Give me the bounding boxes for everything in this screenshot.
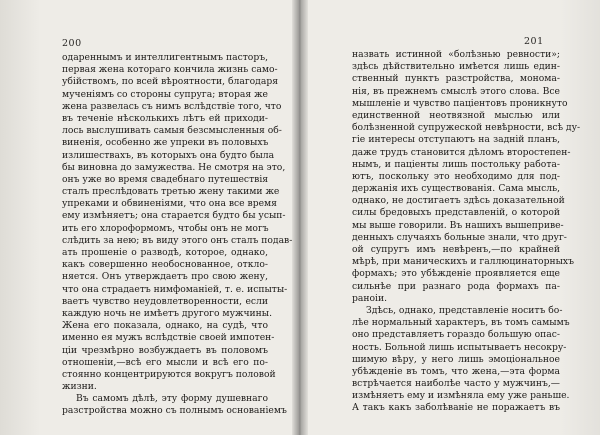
text-line: формахъ; это убѣжденіе проявляется еще [352, 268, 560, 280]
text-line: мѣрѣ, при маническихъ и галлюцинаторныхъ [352, 256, 574, 268]
text-line: мученіямъ со стороны супруга; вторая же [62, 88, 268, 100]
text-line: ой супругъ имъ невѣренъ,—по крайней [352, 244, 560, 255]
text-line: шимую вѣру, у него лишь эмоціональное [352, 353, 560, 365]
text-line: каждую ночь не имѣетъ другого мужчины. [62, 307, 272, 319]
text-line: гіе интересы отступаютъ на задній планъ, [352, 134, 560, 146]
text-line: назвать истинной «болѣзнью ревности»; [352, 49, 560, 60]
text-line: Здѣсь, однако, представленіе носитъ бо- [366, 304, 563, 316]
text-line: излишествахъ, въ которыхъ она будто была [62, 149, 275, 161]
text-line: встрѣчается наиболѣе часто у мужчинъ,— [352, 378, 560, 390]
text-line: стоянно концентрируются вокругъ половой [62, 368, 276, 380]
text-line: упреками и обвиненіями, что она все время [62, 198, 277, 210]
right-page-text [352, 49, 581, 415]
text-line: одареннымъ и интеллигентнымъ пасторъ, [62, 52, 268, 63]
text-line: Жена его показала, однако, на судѣ, что [62, 320, 268, 332]
text-line: жизни. [62, 381, 97, 393]
text-line: А такъ какъ заболѣваніе не поражаетъ въ [352, 402, 560, 414]
text-line: ему измѣняетъ; она старается будто бы усып- [62, 210, 286, 222]
text-line: ность. Больной лишь испытываетъ несокру- [352, 341, 567, 353]
text-line: лѣе нормальный характеръ, въ томъ самымъ [352, 317, 570, 329]
text-line: оно представляетъ гораздо большую опас- [352, 329, 560, 341]
text-line: слѣдить за нею; въ виду этого онъ сталъ подав- [62, 234, 293, 246]
text-line: мышленіе и чувство паціентовъ проникнуто [352, 97, 568, 109]
text-line: денныхъ случаяхъ больные знали, что друг- [352, 231, 567, 243]
text-line: ціи чрезмѣрно возбуждаетъ въ половомъ [62, 344, 268, 356]
text-line: ютъ, поскольку это необходимо для под- [352, 170, 560, 182]
text-line: отношеніи,—всѣ его мысли и всѣ его по- [62, 356, 268, 368]
text-line: ать прошеніе о разводѣ, которое, однако, [62, 247, 268, 258]
text-line: сталъ преслѣдовать третью жену такими же [62, 186, 280, 198]
text-line: здѣсь дѣйствительно имѣется лишь един- [352, 61, 560, 73]
text-line: сильнѣе при разнаго рода формахъ па- [352, 280, 560, 292]
text-line: держанія ихъ существованія. Сама мысль, [352, 183, 560, 195]
text-line: жена развелась съ нимъ вслѣдствіе того, что [62, 100, 282, 112]
page-number-left: 200 [62, 38, 82, 49]
text-line: что она страдаетъ нимфоманіей, т. е. испыты- [62, 283, 288, 295]
text-line: Въ самомъ дѣлѣ, эту форму душевнаго [76, 393, 268, 405]
text-line: лось выслушивать самыя безсмысленныя об- [62, 125, 282, 137]
text-line: однако, не достигаетъ здѣсь доказательной [352, 195, 565, 207]
text-line: въ теченіе нѣсколькихъ лѣтъ ей приходи- [62, 112, 268, 124]
text-line: убійствомъ, по всей вѣроятности, благодаря [62, 76, 278, 88]
page-number-right: 201 [524, 36, 544, 47]
text-line: единственной неотвязной мыслью или [352, 109, 560, 121]
text-line: ить его хлороформомъ, чтобы онъ не могъ [62, 222, 269, 234]
text-line: мы выше говорили. Въ нашихъ вышеприве- [352, 219, 564, 231]
text-line: силы бредовыхъ представленій, о которой [352, 207, 560, 219]
left-page-text [62, 52, 293, 418]
text-line: убѣжденіе въ томъ, что жена,—эта форма [352, 365, 560, 377]
text-line: нымъ, и паціенты лишь постольку работа- [352, 158, 560, 170]
text-line: ваетъ чувство неудовлетворенности, если [62, 295, 268, 307]
right-page [304, 0, 600, 435]
text-line: именно ея мужъ вслѣдствіе своей импотен- [62, 332, 275, 344]
text-line: нія, въ прежнемъ смыслѣ этого слова. Все [352, 85, 560, 97]
left-page [0, 0, 296, 435]
text-line: ственный пунктъ разстройства, мономa- [352, 73, 560, 85]
text-line: разстройства можно съ полнымъ основаніемъ [62, 405, 287, 417]
text-line: болѣзненной супружеской невѣрности, всѣ ду- [352, 122, 581, 134]
text-line: какъ совершенно необоснованное, откло- [62, 259, 268, 271]
text-line: даже трудъ становится дѣломъ второстепен- [352, 146, 571, 158]
text-line: няется. Онъ утверждаетъ про свою жену, [62, 271, 268, 283]
text-line: раноіи. [352, 292, 387, 304]
text-line: измѣняетъ ему и измѣняла ему уже раньше. [352, 390, 570, 402]
text-line: онъ уже во время свадебнаго путешествія [62, 173, 269, 185]
text-line: первая жена котораго кончила жизнь само- [62, 64, 278, 76]
text-line: бы виновна до замужества. Не смотря на это, [62, 161, 286, 173]
text-line: виненія, особенно же упреки въ половыхъ [62, 137, 269, 149]
